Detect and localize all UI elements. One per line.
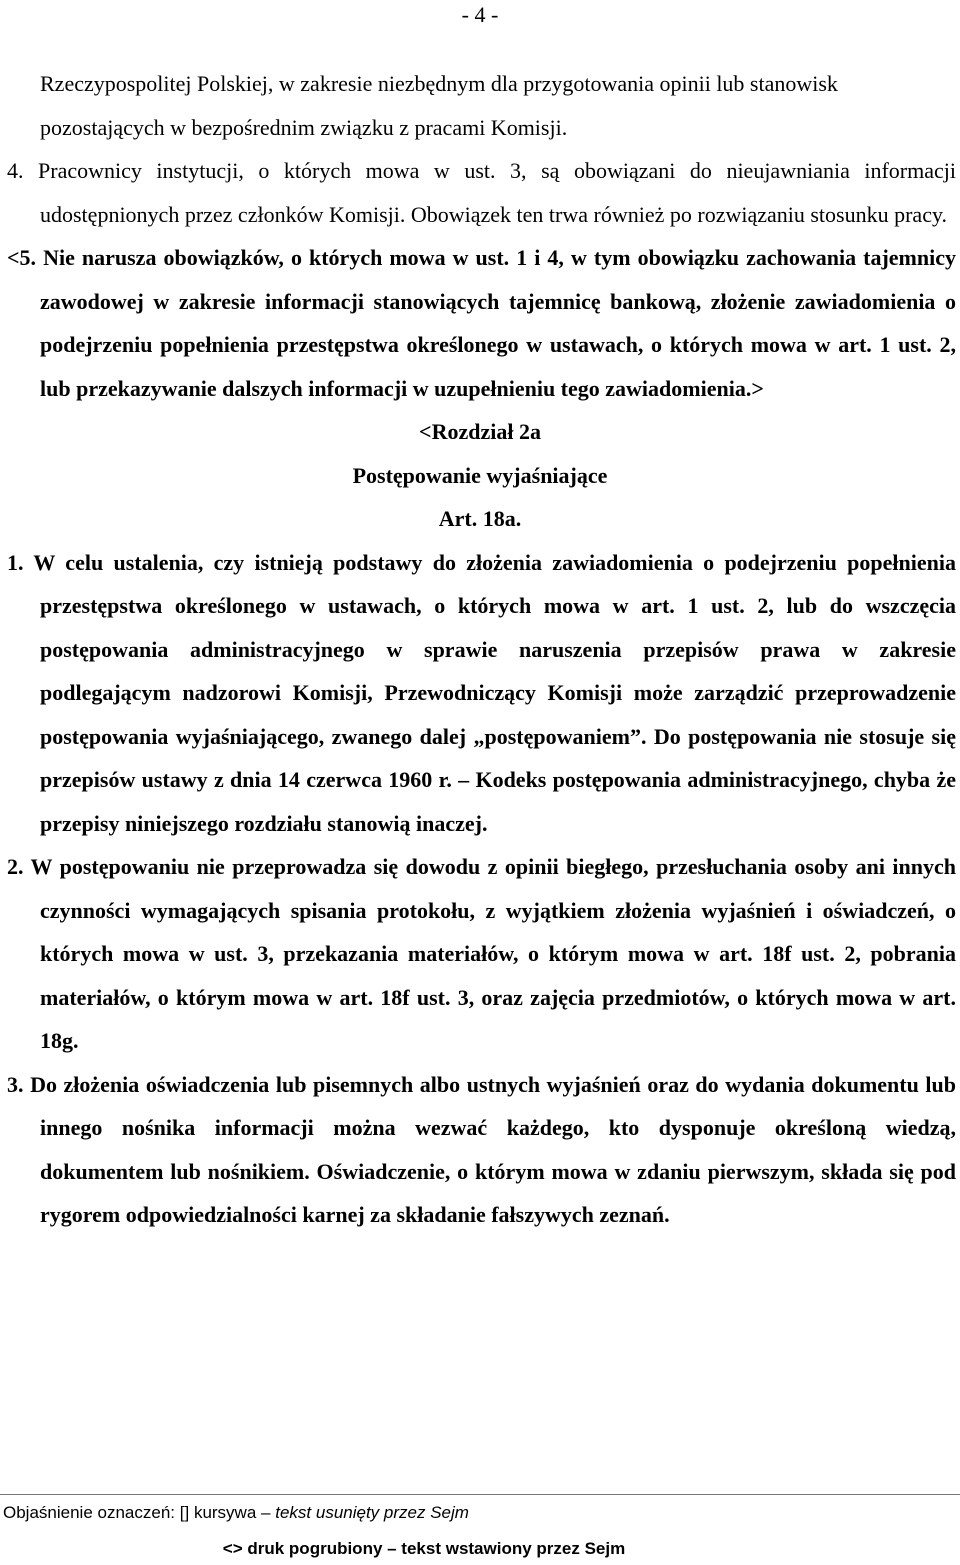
- article-paragraph-2: 2. W postępowaniu nie przeprowadza się dowodu z opinii biegłego, przesłuchania osoby ani innych czynności wymagających spisania protokołu, z wyjątkiem złożenia wyjaśnień i oświadczeń, o których mowa w ust. 3, przekazania materiałów, o którym mowa w art. 18f ust. 2, pobrania materiałów, o którym mowa w art. 18f ust. 3, oraz zajęcia przedmiotów, o których mowa w art. 18g.: [7, 854, 956, 1053]
- legend-deleted-text: tekst usunięty przez Sejm: [275, 1503, 469, 1522]
- article-paragraph-3: 3. Do złożenia oświadczenia lub pisemnych albo ustnych wyjaśnień oraz do wydania dokumentu lub innego nośnika informacji można wezwać każdego, kto dysponuje określoną wiedzą, dokumentem lub nośnikiem. Oświadczenie, o którym mowa w zdaniu pierwszym, składa się pod rygorem odpowiedzialności karnej za składanie fałszywych zeznań.: [7, 1071, 956, 1227]
- legend-kursywa: kursywa: [193, 1503, 257, 1522]
- continued-line-1: Rzeczypospolitej Polskiej, w zakresie niezbędnym dla przygotowania opinii lub stanowisk: [40, 71, 838, 96]
- article-number: Art. 18a.: [438, 506, 522, 531]
- document-body: [7, 62, 956, 1237]
- footer-divider: [0, 1494, 960, 1495]
- paragraph-5-inserted: <5. Nie narusza obowiązków, o których mowa w ust. 1 i 4, w tym obowiązku zachowania tajemnicy zawodowej w zakresie informacji stanowiących tajemnicę bankową, złożenie zawiadomienia o podejrzeniu popełnienia przestępstwa określonego w ustawach, o których mowa w art. 1 ust. 2, lub przekazywanie dalszych informacji w uzupełnieniu tego zawiadomienia.>: [7, 245, 956, 401]
- continued-line-2: pozostających w bezpośrednim związku z pracami Komisji.: [40, 114, 568, 140]
- legend-brackets: []: [179, 1503, 190, 1522]
- article-paragraph-1: 1. W celu ustalenia, czy istnieją podstawy do złożenia zawiadomienia o podejrzeniu popełnienia przestępstwa określonego w ustawach, o których mowa w art. 1 ust. 2, lub do wszczęcia postępowania administracyjnego w sprawie naruszenia przepisów prawa w zakresie podlegającym nadzorowi Komisji, Przewodniczący Komisji może zarządzić przeprowadzenie postępowania wyjaśniającego, zwanego dalej „postępowaniem”. Do postępowania nie stosuje się przepisów ustawy z dnia 14 czerwca 1960 r. – Kodeks postępowania administracyjnego, chyba że przepisy niniejszego rozdziału stanowią inaczej.: [7, 549, 956, 836]
- paragraph-4: 4. Pracownicy instytucji, o których mowa w ust. 3, są obowiązani do nieujawniania informacji udostępnionych przez członków Komisji. Obowiązek ten trwa również po rozwiązaniu stosunku pracy.: [7, 158, 956, 227]
- chapter-heading: <Rozdział 2a: [419, 419, 541, 444]
- legend-dash: –: [261, 1503, 271, 1522]
- footer-legend-line-1: [3, 1502, 469, 1524]
- legend-label: Objaśnienie oznaczeń:: [3, 1503, 176, 1522]
- page-number: - 4 -: [461, 2, 499, 27]
- footer-legend-line-2: <> druk pogrubiony – tekst wstawiony przez Sejm: [222, 1539, 626, 1558]
- chapter-title: Postępowanie wyjaśniające: [352, 462, 608, 488]
